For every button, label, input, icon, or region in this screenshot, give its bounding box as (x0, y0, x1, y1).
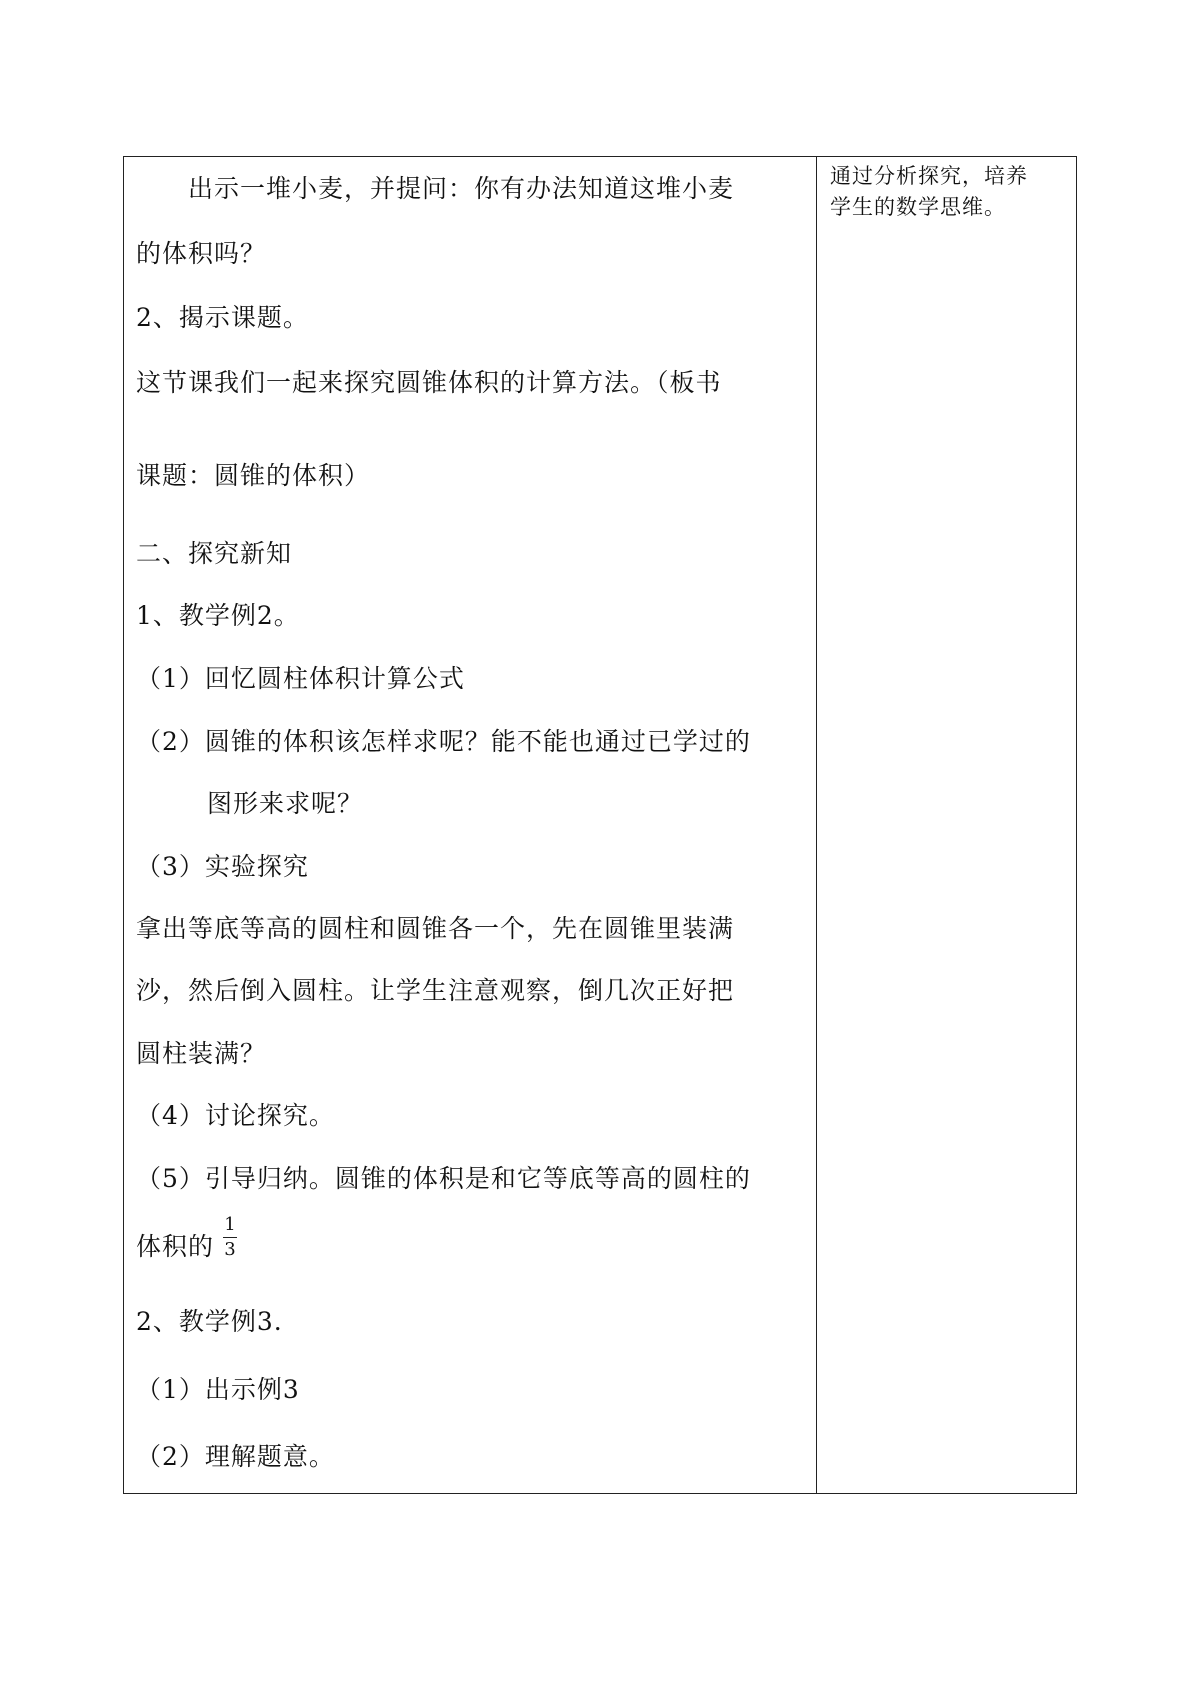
design-intent-column (818, 157, 1076, 1493)
text-line: （3）实验探究 (136, 852, 309, 881)
text-line: （2）圆锥的体积该怎样求呢？能不能也通过已学过的 (136, 727, 751, 756)
fraction-numerator: 1 (224, 1214, 236, 1235)
section-heading: 二、探究新知 (136, 539, 293, 568)
fraction-denominator: 3 (224, 1239, 236, 1260)
text-line: 这节课我们一起来探究圆锥体积的计算方法。（板书 (136, 368, 722, 397)
text-line: 圆柱装满？ (136, 1039, 267, 1068)
text-line: 出示一堆小麦，并提问：你有办法知道这堆小麦 (188, 174, 735, 203)
text-line: 图形来求呢？ (207, 789, 364, 818)
text-line: 2、揭示课题。 (136, 303, 309, 332)
side-note-line: 通过分析探究，培养 (830, 164, 1028, 188)
side-note-line: 学生的数学思维。 (830, 195, 1006, 219)
teaching-process-column (124, 157, 816, 1493)
text-line: （1）出示例3 (136, 1375, 300, 1404)
text-line: （5）引导归纳。圆锥的体积是和它等底等高的圆柱的 (136, 1164, 751, 1193)
text-line: 2、教学例3. (136, 1307, 283, 1336)
text-line: 沙，然后倒入圆柱。让学生注意观察，倒几次正好把 (136, 976, 735, 1005)
column-divider (816, 157, 817, 1493)
text-line: （4）讨论探究。 (136, 1101, 335, 1130)
text-line: 拿出等底等高的圆柱和圆锥各一个，先在圆锥里装满 (136, 914, 735, 943)
text-line: （1）回忆圆柱体积计算公式 (136, 664, 465, 693)
text-line: 课题：圆锥的体积） (136, 461, 371, 490)
fraction-bar (223, 1237, 237, 1238)
text-line: 体积的 (136, 1232, 215, 1261)
text-line: 1、教学例2。 (136, 601, 300, 630)
lesson-plan-table (123, 156, 1077, 1494)
text-line: （2）理解题意。 (136, 1442, 335, 1471)
fraction-one-third (223, 1215, 237, 1260)
text-line: 的体积吗？ (136, 239, 267, 268)
